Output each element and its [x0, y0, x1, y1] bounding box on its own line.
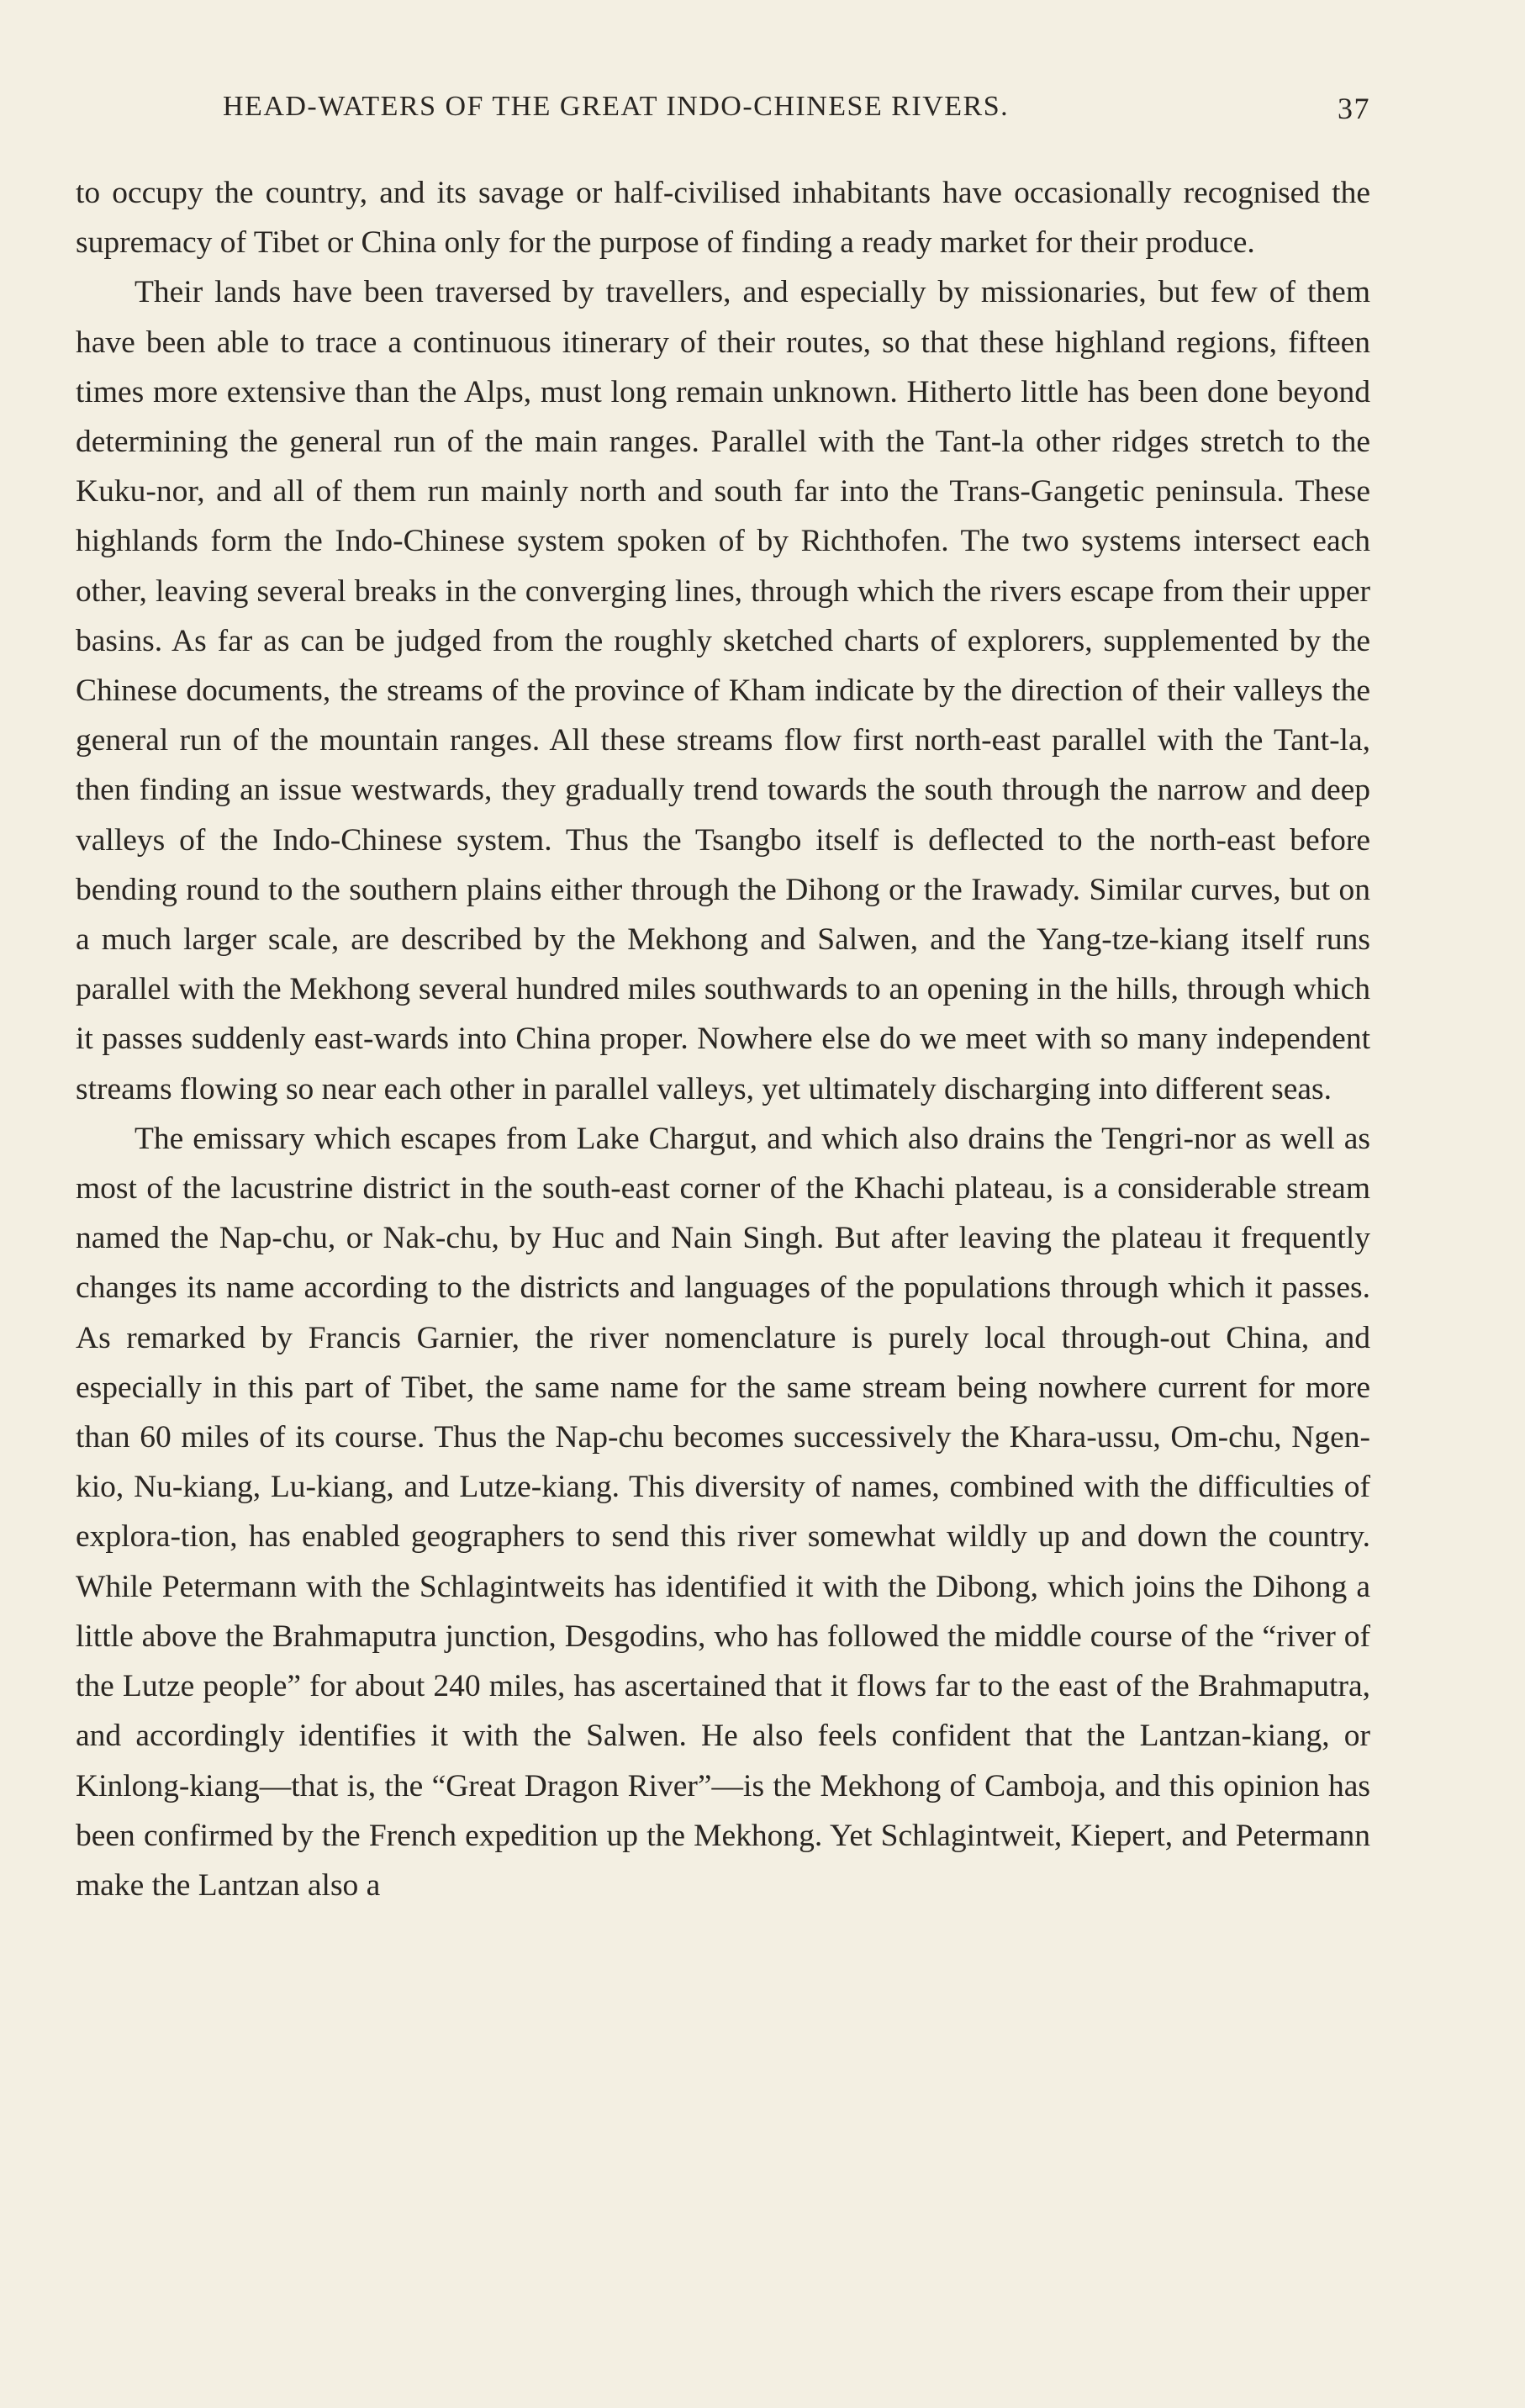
body-text — [76, 168, 1370, 1910]
page-number: 37 — [1338, 92, 1370, 125]
paragraph: The emissary which escapes from Lake Chargut, and which also drains the Tengri-nor as well as most of the lacustrine district in the south-east corner of the Khachi plateau, is a considerable stream named the Nap-chu, or Nak-chu, by Huc and Nain Singh. But after leaving the plateau it frequently changes its name according to the districts and languages of the populations through which it passes. As remarked by Francis Garnier, the river nomenclature is purely local through-out China, and especially in this part of Tibet, the same name for the same stream being nowhere current for more than 60 miles of its course. Thus the Nap-chu becomes successively the Khara-ussu, Om-chu, Ngen-kio, Nu-kiang, Lu-kiang, and Lutze-kiang. This diversity of names, combined with the difficulties of explora-tion, has enabled geographers to send this river somewhat wildly up and down the country. While Petermann with the Schlagintweits has identified it with the Dibong, which joins the Dihong a little above the Brahmaputra junction, Desgodins, who has followed the middle course of the “river of the Lutze people” for about 240 miles, has ascertained that it flows far to the east of the Brahmaputra, and accordingly identifies it with the Salwen. He also feels confident that the Lantzan-kiang, or Kinlong-kiang—that is, the “Great Dragon River”—is the Mekhong of Camboja, and this opinion has been confirmed by the French expedition up the Mekhong. Yet Schlagintweit, Kiepert, and Petermann make the Lantzan also a — [76, 1121, 1370, 1903]
paragraph: Their lands have been traversed by travellers, and especially by missionaries, but few of them have been able to trace a continuous itinerary of their routes, so that these highland regions, fifteen times more extensive than the Alps, must long remain unknown. Hitherto little has been done beyond determining the general run of the main ranges. Parallel with the Tant-la other ridges stretch to the Kuku-nor, and all of them run mainly north and south far into the Trans-Gangetic peninsula. These highlands form the Indo-Chinese system spoken of by Richthofen. The two systems intersect each other, leaving several breaks in the converging lines, through which the rivers escape from their upper basins. As far as can be judged from the roughly sketched charts of explorers, supplemented by the Chinese documents, the streams of the province of Kham indicate by the direction of their valleys the general run of the mountain ranges. All these streams flow first north-east parallel with the Tant-la, then finding an issue westwards, they gradually trend towards the south through the narrow and deep valleys of the Indo-Chinese system. Thus the Tsangbo itself is deflected to the north-east before bending round to the southern plains either through the Dihong or the Irawady. Similar curves, but on a much larger scale, are described by the Mekhong and Salwen, and the Yang-tze-kiang itself runs parallel with the Mekhong several hundred miles southwards to an opening in the hills, through which it passes suddenly east-wards into China proper. Nowhere else do we meet with so many independent streams flowing so near each other in parallel valleys, yet ultimately discharging into different seas. — [76, 275, 1370, 1106]
running-head — [76, 91, 1370, 135]
paragraph: to occupy the country, and its savage or half-civilised inhabitants have occasionally recognised the supremacy of Tibet or China only for the purpose of finding a ready market for their produce. — [76, 176, 1370, 261]
running-head-title: HEAD-WATERS OF THE GREAT INDO-CHINESE RIVERS. — [223, 91, 1010, 122]
